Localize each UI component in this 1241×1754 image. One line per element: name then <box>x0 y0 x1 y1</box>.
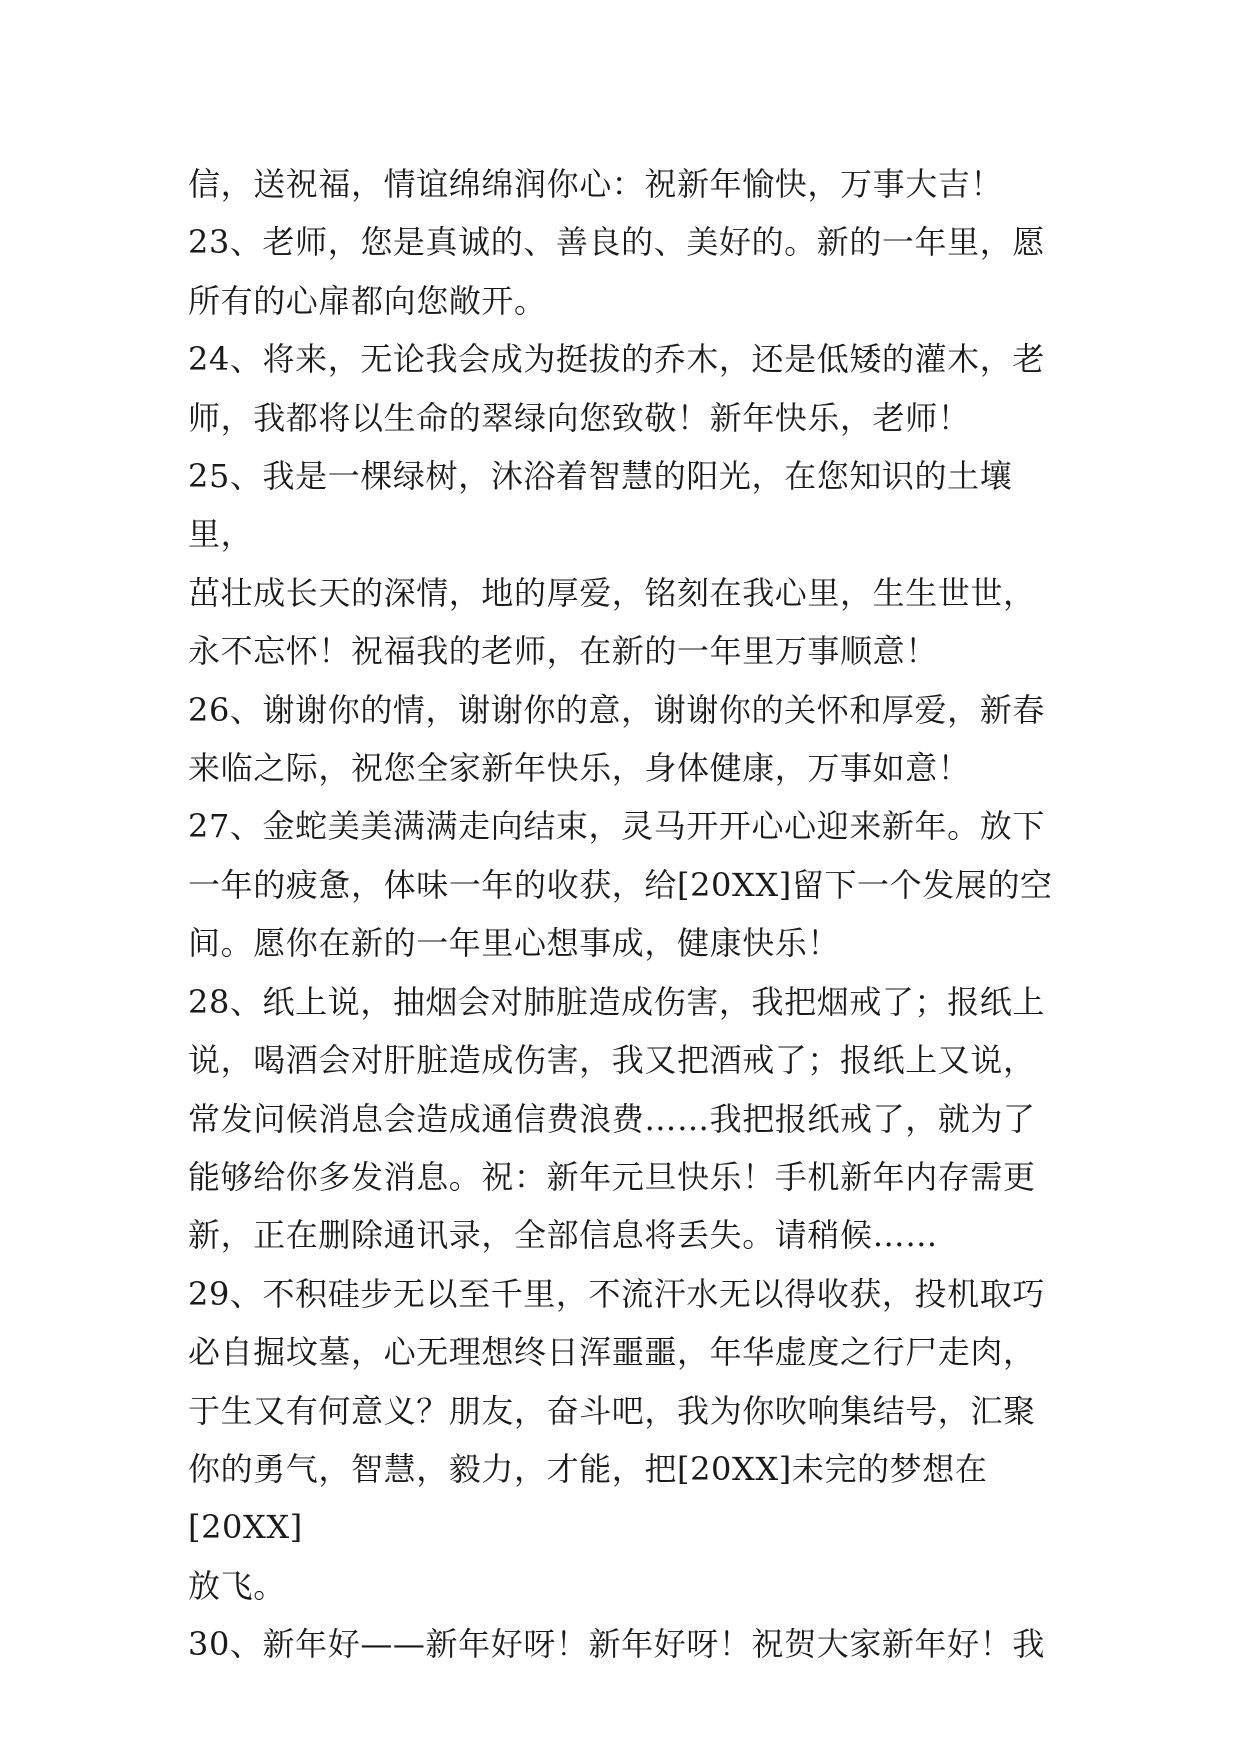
paragraph: 26、谢谢你的情，谢谢你的意，谢谢你的关怀和厚爱，新春 来临之际，祝您全家新年快乐，身体健康，万事如意！ <box>188 690 1045 788</box>
paragraph: 23、老师，您是真诚的、善良的、美好的。新的一年里，愿 所有的心扉都向您敞开。 <box>188 223 1045 320</box>
paragraph: 24、将来，无论我会成为挺拔的乔木，还是低矮的灌木，老 师，我都将以生命的翠绿向您致敬！新年快乐，老师！ <box>188 340 1045 437</box>
paragraph: 信，送祝福，情谊绵绵润你心：祝新年愉快，万事大吉！ <box>188 165 1004 203</box>
paragraph: 30、新年好——新年好呀！新年好呀！祝贺大家新年好！我 <box>188 1625 1045 1664</box>
paragraph: 25、我是一棵绿树，沐浴着智慧的阳光，在您知识的土壤里， 茁壮成长天的深情，地的厚爱，铭刻在我心里，生生世世， 永不忘怀！祝福我的老师，在新的一年里万事顺意！ <box>188 457 1036 671</box>
paragraph: 27、金蛇美美满满走向结束，灵马开开心心迎来新年。放下 一年的疲惫，体味一年的收获，给[20XX]留下一个发展的空 间。愿你在新的一年里心想事成，健康快乐！ <box>188 807 1053 963</box>
paragraph: 29、不积硅步无以至千里，不流汗水无以得收获，投机取巧 必自掘坟墓，心无理想终日浑噩噩，年华虚度之行尸走肉， 于生又有何意义？朋友，奋斗吧，我为你吹响集结号，汇聚 你的勇气，智慧，毅力，才能，把[20XX]未完的梦想在[20XX] 放飞。 <box>188 1274 1045 1605</box>
document-body <box>188 155 1068 1674</box>
paragraph: 28、纸上说，抽烟会对肺脏造成伤害，我把烟戒了；报纸上 说，喝酒会对肝脏造成伤害，我又把酒戒了；报纸上又说， 常发问候消息会造成通信费浪费……我把报纸戒了，就为了 能够给你多发消息。祝：新年元旦快乐！手机新年内存需更 新，正在删除通讯录，全部信息将丢失。请稍候…… <box>188 982 1045 1255</box>
